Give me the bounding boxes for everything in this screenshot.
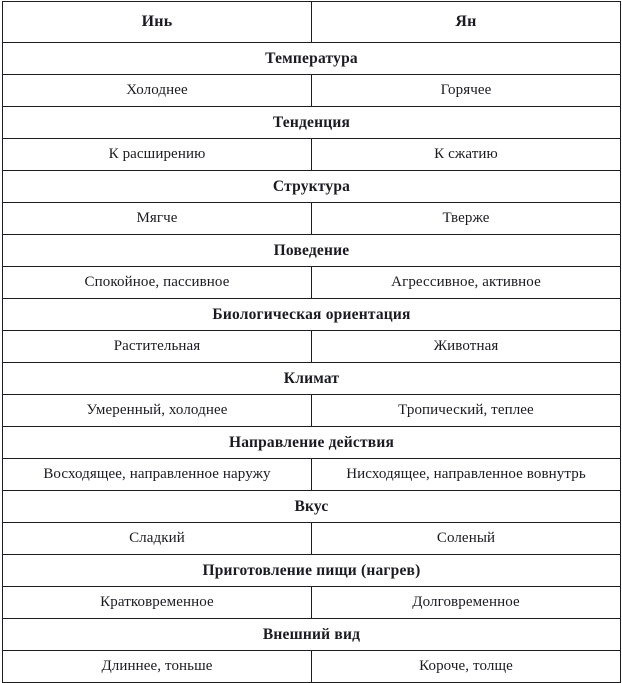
value-cell-yin [3,395,312,427]
value-label-yin: К расширению [108,145,206,162]
value-label-yang: К сжатию [434,145,498,162]
category-label: Структура [272,177,351,195]
category-cell [3,171,621,203]
header-label-yin: Инь [141,12,173,30]
value-label-yin: Спокойное, пассивное [84,273,230,290]
value-label-yin: Умеренный, холоднее [86,401,228,418]
yin-yang-comparison-table-container [0,1,622,674]
table-category-row [3,555,621,587]
table-value-row [3,395,621,427]
table-category-row [3,171,621,203]
table-value-row [3,651,621,683]
value-label-yang: Долговременное [412,593,520,610]
value-label-yang: Горячее [440,81,492,98]
value-label-yang: Тропический, теплее [398,401,534,418]
value-cell-yang [312,331,621,363]
value-cell-yin [3,267,312,299]
category-label: Приготовление пищи (нагрев) [202,561,421,579]
category-cell [3,555,621,587]
table-header-row [3,2,621,43]
table-value-row [3,523,621,555]
value-label-yang: Короче, толще [419,657,513,674]
table-body [3,2,621,683]
category-cell [3,299,621,331]
category-cell [3,491,621,523]
table-category-row [3,235,621,267]
value-label-yin: Мягче [136,209,178,226]
header-cell-yang [312,2,621,43]
value-label-yin: Кратковременное [100,593,214,610]
table-category-row [3,299,621,331]
yin-yang-comparison-table [2,1,621,683]
category-label: Климат [283,369,340,387]
value-label-yin: Холоднее [126,81,188,98]
value-cell-yang [312,75,621,107]
category-cell [3,107,621,139]
header-label-yang: Ян [455,12,477,30]
value-cell-yang [312,651,621,683]
table-value-row [3,75,621,107]
value-cell-yang [312,203,621,235]
value-cell-yin [3,75,312,107]
value-cell-yin [3,203,312,235]
category-label: Внешний вид [262,625,361,643]
value-cell-yin [3,459,312,491]
value-cell-yang [312,395,621,427]
table-value-row [3,587,621,619]
value-cell-yang [312,587,621,619]
table-value-row [3,459,621,491]
value-label-yin: Растительная [113,337,201,354]
value-cell-yang [312,523,621,555]
value-cell-yin [3,651,312,683]
value-cell-yin [3,523,312,555]
table-value-row [3,139,621,171]
category-cell [3,363,621,395]
value-cell-yang [312,267,621,299]
category-label: Вкус [294,497,329,515]
value-label-yin: Сладкий [129,529,185,546]
table-category-row [3,363,621,395]
value-label-yin: Длиннее, тоньше [101,657,213,674]
value-label-yin: Восходящее, направленное наружу [43,465,271,482]
value-label-yang: Нисходящее, направленное вовнутрь [346,465,586,482]
value-cell-yin [3,331,312,363]
table-value-row [3,203,621,235]
value-label-yang: Тверже [442,209,490,226]
table-category-row [3,619,621,651]
category-cell [3,427,621,459]
table-value-row [3,331,621,363]
table-value-row [3,267,621,299]
table-category-row [3,107,621,139]
value-cell-yang [312,139,621,171]
category-label: Температура [265,49,358,67]
category-label: Тенденция [272,113,351,131]
category-cell [3,43,621,75]
value-label-yang: Агрессивное, активное [391,273,541,290]
value-cell-yin [3,587,312,619]
value-cell-yang [312,459,621,491]
category-cell [3,619,621,651]
table-category-row [3,43,621,75]
category-label: Поведение [273,241,350,259]
category-label: Направление действия [228,433,395,451]
value-label-yang: Животная [433,337,499,354]
category-cell [3,235,621,267]
category-label: Биологическая ориентация [212,305,411,323]
table-category-row [3,427,621,459]
table-category-row [3,491,621,523]
value-cell-yin [3,139,312,171]
value-label-yang: Соленый [436,529,496,546]
header-cell-yin [3,2,312,43]
